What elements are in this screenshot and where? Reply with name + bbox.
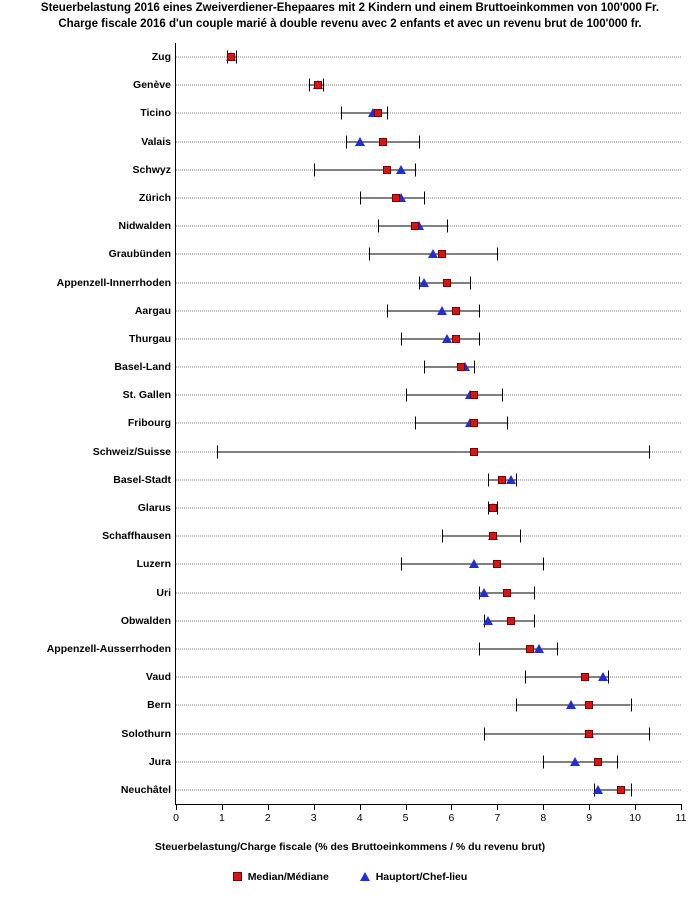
median-marker	[411, 222, 419, 230]
median-marker	[594, 758, 602, 766]
range-max-cap	[543, 558, 544, 571]
gridline	[176, 198, 681, 199]
range-line	[442, 536, 520, 537]
category-label: St. Gallen	[122, 389, 171, 402]
capital-marker	[396, 165, 406, 174]
capital-marker	[469, 559, 479, 568]
range-min-cap	[484, 727, 485, 740]
category-label: Appenzell-Innerrhoden	[56, 276, 171, 289]
gridline	[176, 85, 681, 86]
triangle-marker-icon	[360, 872, 370, 881]
median-marker	[526, 645, 534, 653]
gridline	[176, 479, 681, 480]
capital-marker	[570, 757, 580, 766]
range-line	[484, 733, 649, 734]
category-label: Solothurn	[121, 727, 171, 740]
range-max-cap	[631, 699, 632, 712]
median-marker	[452, 307, 460, 315]
range-max-cap	[507, 417, 508, 430]
gridline	[176, 648, 681, 649]
range-min-cap	[217, 445, 218, 458]
chart-row	[120, 776, 681, 804]
range-line	[479, 648, 557, 649]
median-marker	[617, 786, 625, 794]
median-marker	[585, 701, 593, 709]
category-label: Zug	[151, 51, 171, 64]
capital-marker	[483, 616, 493, 625]
median-marker	[314, 81, 322, 89]
chart-row	[145, 663, 681, 691]
chart-row	[137, 494, 681, 522]
range-max-cap	[447, 220, 448, 233]
range-min-cap	[415, 417, 416, 430]
median-marker	[498, 476, 506, 484]
legend-item-median	[233, 871, 329, 883]
capital-marker	[566, 700, 576, 709]
chart-row	[120, 607, 681, 635]
legend-label-median: Median/Médiane	[247, 871, 329, 884]
capital-marker	[506, 475, 516, 484]
range-max-cap	[424, 192, 425, 205]
chart-row	[151, 43, 681, 71]
chart-row	[56, 268, 681, 296]
x-axis-tick-label: 2	[264, 812, 271, 824]
chart-row	[147, 691, 681, 719]
legend-item-capital	[360, 871, 468, 883]
median-marker	[457, 363, 465, 371]
x-axis-tick-label: 5	[402, 812, 409, 824]
median-marker	[507, 617, 515, 625]
range-line	[415, 423, 507, 424]
range-min-cap	[378, 220, 379, 233]
gridline	[176, 169, 681, 170]
range-min-cap	[543, 755, 544, 768]
range-max-cap	[479, 304, 480, 317]
plot-area	[46, 43, 687, 824]
range-max-cap	[415, 163, 416, 176]
chart-row	[113, 466, 681, 494]
range-max-cap	[534, 614, 535, 627]
median-marker	[581, 673, 589, 681]
range-min-cap	[314, 163, 315, 176]
range-min-cap	[488, 473, 489, 486]
median-marker	[493, 560, 501, 568]
median-marker	[374, 109, 382, 117]
chart-row	[127, 409, 681, 437]
x-axis-tick-label: 1	[218, 812, 225, 824]
range-min-cap	[360, 192, 361, 205]
range-line	[406, 395, 502, 396]
x-axis-tick-label: 9	[586, 812, 593, 824]
x-axis-title: Steuerbelastung/Charge fiscale (% des Bruttoeinkommens / % du revenu brut)	[154, 841, 546, 853]
chart-row	[134, 297, 681, 325]
x-axis-tick	[360, 804, 361, 810]
category-label: Basel-Land	[114, 361, 171, 374]
range-max-cap	[502, 389, 503, 402]
chart-row	[102, 522, 681, 550]
category-label: Schweiz/Suisse	[92, 445, 171, 458]
chart-title	[0, 0, 700, 32]
capital-marker	[593, 785, 603, 794]
chart-row	[129, 325, 681, 353]
category-label: Zürich	[138, 192, 171, 204]
x-axis-tick-label: 6	[448, 812, 455, 824]
category-label: Uri	[156, 586, 171, 599]
median-marker	[489, 532, 497, 540]
range-line	[401, 338, 479, 339]
range-min-cap	[309, 79, 310, 92]
capital-marker	[437, 306, 447, 315]
capital-marker	[534, 644, 544, 653]
chart-row	[92, 438, 681, 466]
capital-marker	[419, 278, 429, 287]
range-max-cap	[649, 727, 650, 740]
category-label: Fribourg	[127, 417, 171, 430]
chart-row	[133, 71, 681, 99]
range-min-cap	[387, 304, 388, 317]
category-label: Luzern	[136, 558, 171, 571]
chart-title-line-fr: Charge fiscale 2016 d'un couple marié à double revenu avec 2 enfants et avec un revenu brut de 100'000 fr.	[58, 18, 642, 30]
median-marker	[392, 194, 400, 202]
category-label: Aargau	[134, 304, 171, 317]
range-max-cap	[534, 586, 535, 599]
capital-marker	[479, 588, 489, 597]
range-line	[217, 451, 649, 452]
capital-marker	[598, 672, 608, 681]
median-marker	[443, 279, 451, 287]
x-axis-tick	[451, 804, 452, 810]
chart-row	[141, 128, 681, 156]
category-label: Nidwalden	[118, 220, 171, 233]
range-line	[525, 677, 608, 678]
range-min-cap	[516, 699, 517, 712]
range-min-cap	[341, 107, 342, 120]
range-max-cap	[470, 276, 471, 289]
x-axis-tick	[635, 804, 636, 810]
category-label: Basel-Stadt	[113, 473, 171, 486]
x-axis-tick	[497, 804, 498, 810]
range-min-cap	[401, 332, 402, 345]
range-min-cap	[442, 530, 443, 543]
capital-marker	[428, 249, 438, 258]
gridline	[176, 620, 681, 621]
x-axis-tick	[406, 804, 407, 810]
category-label: Bern	[147, 699, 171, 712]
gridline	[176, 113, 681, 114]
category-label: Valais	[141, 135, 171, 148]
range-min-cap	[346, 135, 347, 148]
chart-row	[118, 212, 681, 240]
median-marker	[585, 730, 593, 738]
capital-marker	[442, 334, 452, 343]
chart-row	[122, 381, 681, 409]
x-axis-tick	[268, 804, 269, 810]
category-label: Schaffhausen	[102, 530, 171, 543]
median-marker	[470, 448, 478, 456]
range-max-cap	[419, 135, 420, 148]
gridline	[176, 508, 681, 509]
gridline	[176, 57, 681, 58]
chart-title-line-de: Steuerbelastung 2016 eines Zweiverdiener-Ehepaares mit 2 Kindern und einem Bruttoeinkommen von 100'000 Fr.	[40, 2, 660, 14]
range-min-cap	[369, 248, 370, 261]
range-max-cap	[631, 783, 632, 796]
x-axis-tick-label: 11	[675, 812, 687, 824]
median-marker	[227, 53, 235, 61]
chart-row	[138, 184, 681, 212]
gridline	[176, 592, 681, 593]
range-min-cap	[401, 558, 402, 571]
legend-label-capital: Hauptort/Chef-lieu	[375, 871, 468, 884]
x-axis-tick-label: 8	[540, 812, 547, 824]
range-max-cap	[497, 248, 498, 261]
range-max-cap	[617, 755, 618, 768]
x-axis-tick-label: 7	[494, 812, 501, 824]
range-max-cap	[474, 361, 475, 374]
category-label: Jura	[148, 755, 171, 768]
chart-row	[140, 99, 681, 127]
square-marker-icon	[233, 872, 242, 881]
category-label: Thurgau	[129, 332, 171, 345]
category-label: Schwyz	[132, 163, 171, 176]
chart-row	[46, 635, 681, 663]
x-axis-tick-label: 10	[629, 812, 641, 824]
category-label: Glarus	[137, 502, 171, 515]
median-marker	[452, 335, 460, 343]
range-max-cap	[479, 332, 480, 345]
category-label: Appenzell-Ausserrhoden	[46, 642, 171, 655]
chart-row	[114, 353, 681, 381]
gridline	[176, 536, 681, 537]
chart-row	[136, 550, 681, 578]
gridline	[176, 141, 681, 142]
range-line	[387, 310, 479, 311]
x-axis-tick	[176, 804, 177, 810]
x-axis-tick	[222, 804, 223, 810]
median-marker	[379, 138, 387, 146]
median-marker	[470, 419, 478, 427]
range-max-cap	[387, 107, 388, 120]
chart-row	[108, 240, 681, 268]
category-label: Neuchâtel	[120, 783, 171, 796]
range-max-cap	[557, 642, 558, 655]
x-axis-tick	[589, 804, 590, 810]
range-max-cap	[520, 530, 521, 543]
x-axis-tick-label: 3	[310, 812, 317, 824]
x-axis-tick-label: 4	[356, 812, 363, 824]
range-min-cap	[525, 671, 526, 684]
chart-row	[121, 719, 681, 747]
category-label: Graubünden	[108, 248, 171, 261]
chart-row	[148, 748, 681, 776]
range-min-cap	[406, 389, 407, 402]
median-marker	[383, 166, 391, 174]
x-axis-tick	[681, 804, 682, 810]
chart-row	[132, 156, 681, 184]
chart-legend	[0, 871, 700, 883]
range-min-cap	[424, 361, 425, 374]
range-min-cap	[479, 642, 480, 655]
capital-marker	[355, 137, 365, 146]
median-marker	[503, 589, 511, 597]
x-axis-tick	[314, 804, 315, 810]
median-marker	[489, 504, 497, 512]
range-max-cap	[649, 445, 650, 458]
median-marker	[470, 391, 478, 399]
category-label: Vaud	[145, 671, 171, 684]
category-label: Genève	[133, 79, 171, 92]
median-marker	[438, 250, 446, 258]
category-label: Obwalden	[120, 614, 171, 627]
category-label: Ticino	[140, 107, 171, 120]
chart-row	[156, 579, 681, 607]
x-axis-tick	[543, 804, 544, 810]
x-axis-tick-label: 0	[173, 812, 179, 824]
